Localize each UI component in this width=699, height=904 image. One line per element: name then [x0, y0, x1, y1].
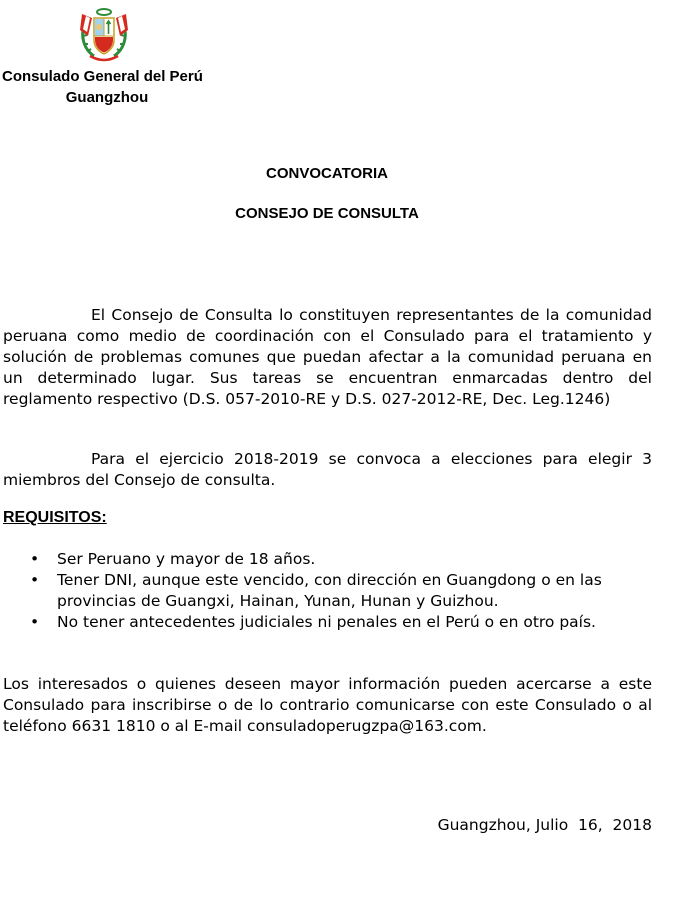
- contact-paragraph: Los interesados o quienes deseen mayor información pueden acercarse a este Consulado para inscribirse o de lo contrario comunicarse con este Consulado o al teléfono 6631 1810 o al E-mail consuladoperugzpa@163.com.: [3, 675, 652, 735]
- requirement-text: Ser Peruano y mayor de 18 años.: [57, 550, 316, 568]
- bullet-icon: •: [30, 571, 40, 589]
- requirement-text: Tener DNI, aunque este vencido, con dirección en Guangdong o en las provincias de Guangxi, Hainan, Yunan, Hunan y Guizhou.: [57, 571, 602, 610]
- intro-paragraph: El Consejo de Consulta lo constituyen representantes de la comunidad peruana como medio de coordinación con el Consulado para el tratamiento y solución de problemas comunes que puedan afectar a la comunidad peruana en un determinado lugar. Sus tareas se encuentran enmarcadas dentro del reglamento respectivo (D.S. 057-2010-RE y D.S. 027-2012-RE, Dec. Leg.1246): [3, 306, 652, 408]
- document-title: CONVOCATORIA: [266, 165, 388, 182]
- consulate-city: Guangzhou: [65, 89, 149, 106]
- requirements-list: [3, 549, 643, 633]
- consulate-name: Consulado General del Perú: [2, 68, 203, 85]
- place-and-date: Guangzhou, Julio 16, 2018: [437, 816, 652, 834]
- document-subtitle: CONSEJO DE CONSULTA: [235, 205, 419, 222]
- election-paragraph: Para el ejercicio 2018-2019 se convoca a elecciones para elegir 3 miembros del Consejo de consulta.: [3, 450, 652, 489]
- requirements-heading: REQUISITOS:: [3, 509, 107, 526]
- list-item: [3, 549, 643, 570]
- peru-coat-of-arms-icon: [78, 6, 130, 64]
- bullet-icon: •: [30, 550, 40, 568]
- bullet-icon: •: [30, 613, 40, 631]
- list-item: [3, 612, 643, 633]
- requirement-text: No tener antecedentes judiciales ni penales en el Perú o en otro país.: [57, 613, 596, 631]
- list-item: [3, 570, 643, 612]
